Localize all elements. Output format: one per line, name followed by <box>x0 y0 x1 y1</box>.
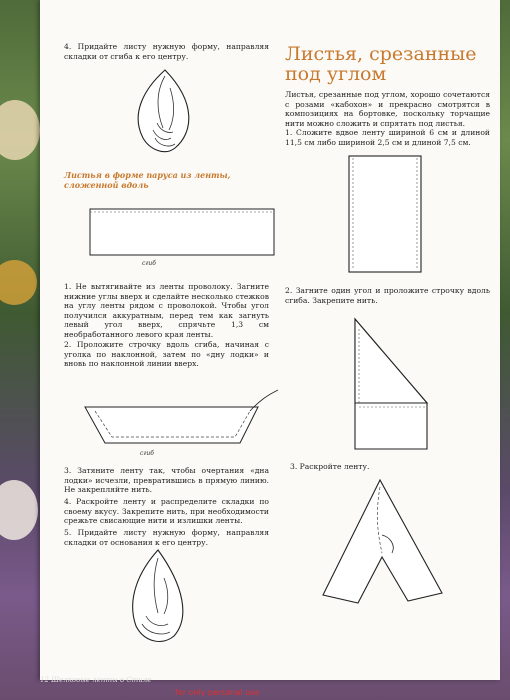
leaf-illustration-bottom <box>118 548 198 648</box>
book-page <box>40 0 500 680</box>
corner-fold-illustration <box>345 315 435 455</box>
ribbon-fold-illustration <box>88 205 278 260</box>
step-2-text: 2. Загните один угол и проложите строчку вдоль сгиба. Закрепите нить. <box>285 286 490 305</box>
paragraph-1: 1. Не вытягивайте из ленты проволоку. Загните нижние углы вверх и сделайте несколько стежков на углу ленты рядом с проволокой. Чтобы угол получился аккуратным, перед тем как загнуть левый угол вверх, спрячьте 1,3 см необработанного левого края ленты. <box>64 282 269 339</box>
intro-paragraph: Листья, срезанные под углом, хорошо сочетаются с розами «кабохон» и прекрасно смотрятся в композициях на бортовке, поскольку торчащие нити можно сложить и спрятать под листья. <box>285 90 490 128</box>
open-leaf-illustration <box>320 475 450 610</box>
leaf-illustration-top <box>125 68 205 158</box>
section-subtitle: Листья в форме паруса из ленты, сложенной вдоль <box>64 170 231 190</box>
step-1-text: 1. Сложите вдвое ленту шириной 6 см и длиной 11,5 см либо шириной 2,5 см и длиной 7,5 см. <box>285 128 490 147</box>
folded-ribbon-illustration <box>345 152 425 277</box>
fold-label: сгиб <box>140 450 154 457</box>
page-title: Листья, срезанные под углом <box>285 43 477 85</box>
step4-top-text: 4. Придайте листу нужную форму, направляя складки от сгиба к его центру. <box>64 42 269 61</box>
paragraph-5: 5. Придайте листу нужную форму, направляя складки от основания к его центру. <box>64 528 269 547</box>
page-footer: 12 Шелковые ленты в Стиле <box>40 676 152 684</box>
fold-label: сгиб <box>142 260 156 267</box>
paragraph-2: 2. Проложите строчку вдоль сгиба, начиная с уголка по наклонной, затем по «дну лодки» и вновь по наклонной линии вверх. <box>64 340 269 369</box>
paragraph-4: 4. Раскройте ленту и распределите складки по своему вкусу. Закрепите нить, при необходимости срежьте свисающие нити и излишки ленты. <box>64 497 269 526</box>
paragraph-3: 3. Затяните ленту так, чтобы очертания «дна лодки» исчезли, превратившись в прямую линию. Не закрепляйте нить. <box>64 466 269 495</box>
step-3-text: 3. Раскройте ленту. <box>290 462 370 471</box>
watermark: for only personal use <box>175 688 260 697</box>
boat-seam-illustration <box>80 385 280 455</box>
